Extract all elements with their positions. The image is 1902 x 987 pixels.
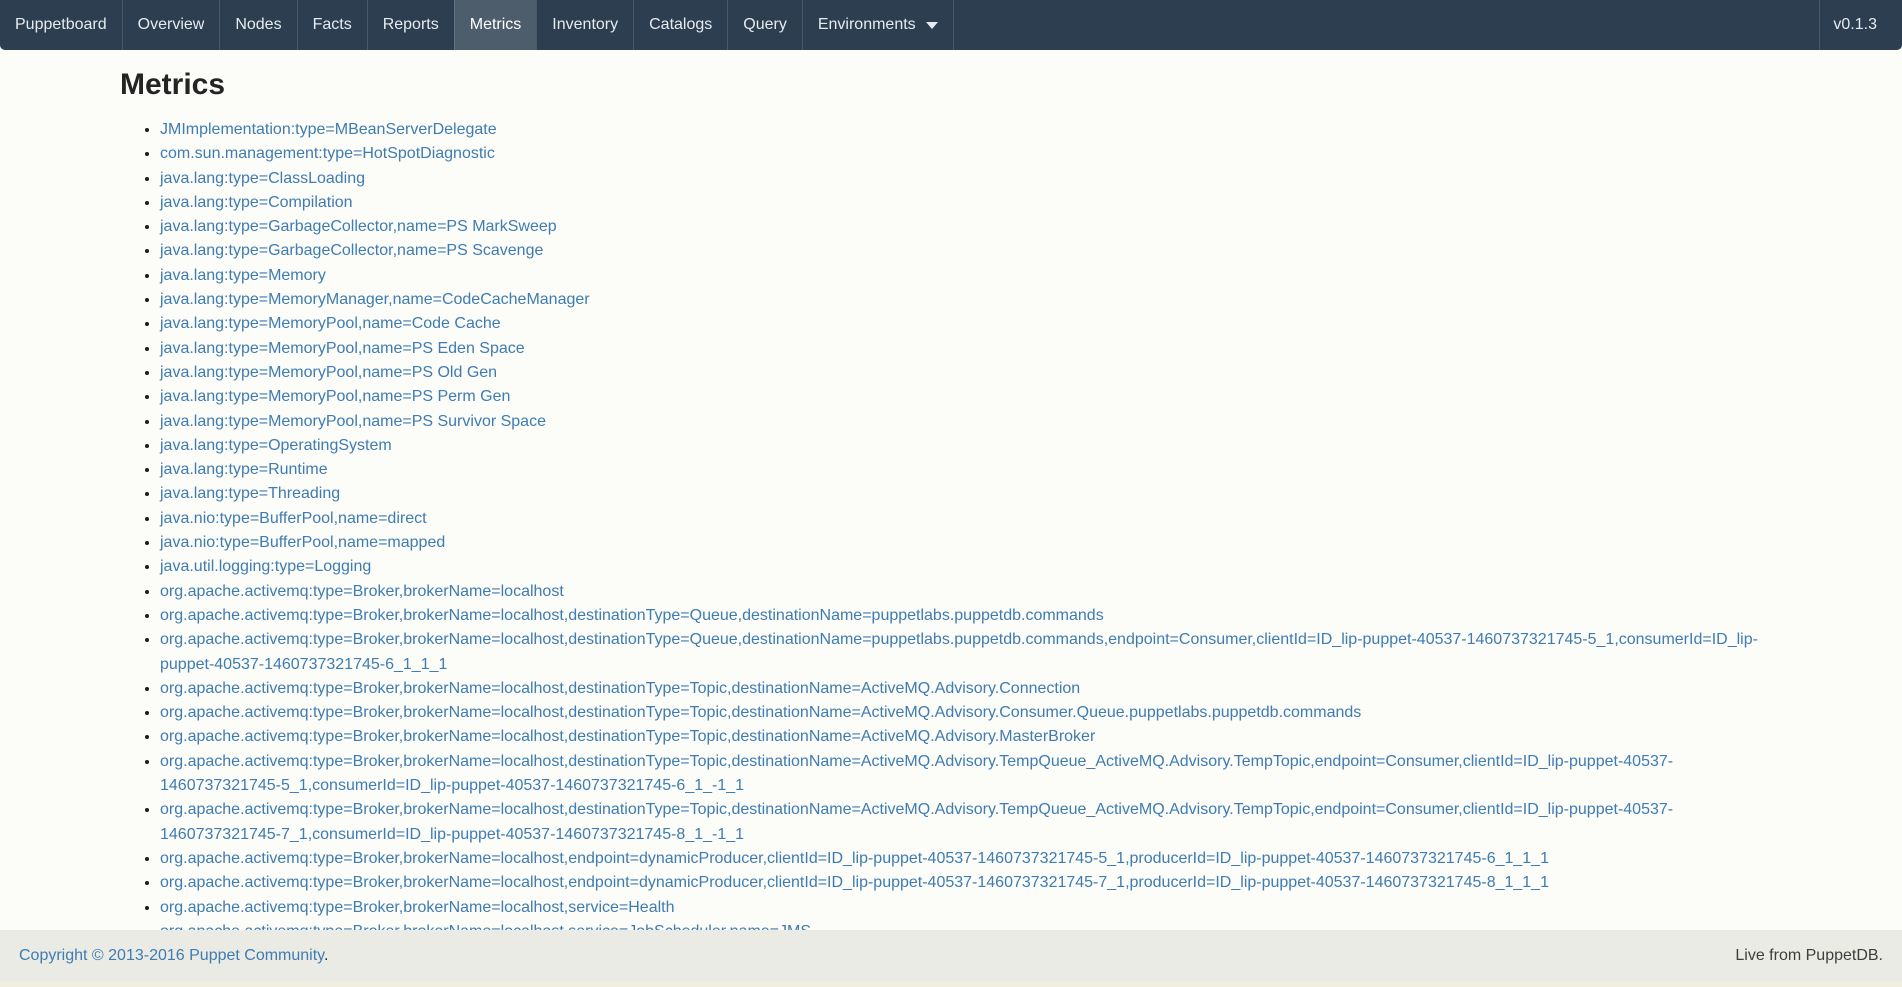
metric-link[interactable]: com.sun.management:type=HotSpotDiagnostic — [160, 145, 495, 163]
version-label: v0.1.3 — [1819, 0, 1902, 50]
list-item — [160, 167, 1782, 191]
list-item — [160, 264, 1782, 288]
metric-link[interactable]: org.apache.activemq:type=Broker,brokerName=localhost,endpoint=dynamicProducer,clientId=ID_lip-puppet-40537-1460737321745-7_1,producerId=ID_lip-puppet-40537-1460737321745-8_1_1_1 — [160, 874, 1549, 892]
metric-link[interactable]: java.lang:type=Threading — [160, 485, 341, 503]
nav-tab-label: Environments — [817, 16, 916, 33]
list-item — [160, 337, 1782, 361]
nav-tab-label: Metrics — [469, 16, 522, 33]
nav-tab-catalogs[interactable] — [633, 0, 727, 50]
list-item — [160, 725, 1782, 749]
list-item — [160, 628, 1782, 677]
metric-link[interactable]: org.apache.activemq:type=Broker,brokerName=localhost,destinationType=Topic,destinationName=ActiveMQ.Advisory.TempQueue_ActiveMQ.Advisory.TempTopic,endpoint=Consumer,clientId=ID_lip-puppet-40537-1460737321745-5_1,consumerId=ID_lip-puppet-40537-1460737321745-6_1_-1_1 — [160, 752, 1674, 795]
nav-tab-inventory[interactable] — [536, 0, 633, 50]
metric-link[interactable]: java.lang:type=OperatingSystem — [160, 436, 392, 454]
metric-link[interactable]: org.apache.activemq:type=Broker,brokerName=localhost,service=Health — [160, 898, 675, 916]
copyright-link[interactable]: Copyright © 2013-2016 Puppet Community — [19, 946, 324, 964]
list-item — [160, 750, 1782, 799]
nav-tab-label: Overview — [137, 16, 205, 33]
metric-link[interactable]: java.nio:type=BufferPool,name=mapped — [160, 534, 446, 552]
metric-link[interactable]: java.lang:type=MemoryPool,name=PS Eden Space — [160, 339, 525, 357]
list-item — [160, 604, 1782, 628]
nav-tab-puppetboard[interactable] — [0, 0, 122, 50]
list-item — [160, 458, 1782, 482]
copyright-period: . — [324, 946, 329, 964]
metric-link[interactable]: java.lang:type=ClassLoading — [160, 169, 366, 187]
list-item — [160, 871, 1782, 895]
list-item — [160, 531, 1782, 555]
metric-link[interactable]: org.apache.activemq:type=Broker,brokerName=localhost,destinationType=Topic,destinationName=ActiveMQ.Advisory.Connection — [160, 679, 1081, 697]
list-item — [160, 410, 1782, 434]
nav-tab-label: Inventory — [552, 16, 619, 33]
chevron-down-icon — [926, 22, 938, 29]
nav-tab-query[interactable] — [727, 0, 802, 50]
list-item — [160, 701, 1782, 725]
metric-link[interactable]: java.lang:type=MemoryPool,name=PS Survivor Space — [160, 412, 546, 430]
nav-tab-label: Reports — [382, 16, 439, 33]
metric-link[interactable]: org.apache.activemq:type=Broker,brokerName=localhost — [160, 582, 564, 600]
metric-link[interactable]: org.apache.activemq:type=Broker,brokerName=localhost,destinationType=Queue,destinationName=puppetlabs.puppetdb.commands — [160, 606, 1104, 624]
metric-link[interactable]: java.lang:type=GarbageCollector,name=PS Scavenge — [160, 242, 544, 260]
metric-link[interactable]: org.apache.activemq:type=Broker,brokerName=localhost,destinationType=Topic,destinationName=ActiveMQ.Advisory.MasterBroker — [160, 728, 1096, 746]
list-item — [160, 896, 1782, 920]
nav-tab-nodes[interactable] — [219, 0, 296, 50]
list-item — [160, 288, 1782, 312]
metric-link[interactable]: java.lang:type=Compilation — [160, 193, 353, 211]
nav-tabs — [0, 0, 954, 50]
metric-link[interactable]: java.lang:type=Runtime — [160, 461, 328, 479]
nav-tab-label: Facts — [312, 16, 352, 33]
footer — [0, 930, 1902, 987]
list-item — [160, 239, 1782, 263]
metrics-list — [120, 118, 1782, 944]
metric-link[interactable]: java.util.logging:type=Logging — [160, 558, 372, 576]
list-item — [160, 312, 1782, 336]
page-title: Metrics — [120, 68, 226, 101]
metric-link[interactable]: java.lang:type=MemoryManager,name=CodeCacheManager — [160, 291, 590, 309]
list-item — [160, 507, 1782, 531]
metric-link[interactable]: JMImplementation:type=MBeanServerDelegate — [160, 121, 497, 138]
list-item — [160, 142, 1782, 166]
puppetdb-status: Live from PuppetDB. — [1735, 946, 1883, 964]
nav-tab-label: Catalogs — [649, 16, 713, 33]
nav-tab-label: Query — [743, 16, 787, 33]
navbar — [0, 0, 1902, 50]
nav-tab-reports[interactable] — [367, 0, 454, 50]
metric-link[interactable]: org.apache.activemq:type=Broker,brokerName=localhost,destinationType=Topic,destinationName=ActiveMQ.Advisory.TempQueue_ActiveMQ.Advisory.TempTopic,endpoint=Consumer,clientId=ID_lip-puppet-40537-1460737321745-7_1,consumerId=ID_lip-puppet-40537-1460737321745-8_1_-1_1 — [160, 801, 1674, 843]
metric-link[interactable]: java.nio:type=BufferPool,name=direct — [160, 509, 427, 527]
nav-tab-metrics[interactable] — [454, 0, 537, 50]
list-item — [160, 191, 1782, 215]
list-item — [160, 580, 1782, 604]
nav-tab-label: Nodes — [235, 16, 282, 33]
metric-link[interactable]: java.lang:type=Memory — [160, 266, 326, 284]
main-content — [120, 67, 1782, 944]
metric-link[interactable]: org.apache.activemq:type=Broker,brokerName=localhost,endpoint=dynamicProducer,clientId=ID_lip-puppet-40537-1460737321745-5_1,producerId=ID_lip-puppet-40537-1460737321745-6_1_1_1 — [160, 849, 1549, 867]
list-item — [160, 118, 1782, 142]
list-item — [160, 385, 1782, 409]
list-item — [160, 555, 1782, 579]
metric-link[interactable]: org.apache.activemq:type=Broker,brokerName=localhost,destinationType=Queue,destinationName=puppetlabs.puppetdb.commands,endpoint=Consumer,clientId=ID_lip-puppet-40537-1460737321745-5_1,consumerId=ID_lip-puppet-40537-1460737321745-6_1_1_1 — [160, 631, 1758, 673]
list-item — [160, 434, 1782, 458]
list-item — [160, 798, 1782, 847]
footer-copyright — [19, 947, 328, 965]
metric-link[interactable]: java.lang:type=MemoryPool,name=Code Cache — [160, 315, 501, 333]
metric-link[interactable]: org.apache.activemq:type=Broker,brokerName=localhost,destinationType=Topic,destinationName=ActiveMQ.Advisory.Consumer.Queue.puppetlabs.puppetdb.commands — [160, 704, 1362, 722]
metric-link[interactable]: java.lang:type=GarbageCollector,name=PS MarkSweep — [160, 218, 557, 236]
nav-tab-environments[interactable] — [802, 0, 954, 50]
list-item — [160, 482, 1782, 506]
nav-tab-label: Puppetboard — [15, 16, 107, 33]
metric-link[interactable]: java.lang:type=MemoryPool,name=PS Old Gen — [160, 363, 498, 381]
list-item — [160, 677, 1782, 701]
metric-link[interactable]: java.lang:type=MemoryPool,name=PS Perm Gen — [160, 388, 511, 406]
list-item — [160, 215, 1782, 239]
nav-tab-facts[interactable] — [297, 0, 367, 50]
list-item — [160, 847, 1782, 871]
nav-tab-overview[interactable] — [122, 0, 220, 50]
list-item — [160, 361, 1782, 385]
